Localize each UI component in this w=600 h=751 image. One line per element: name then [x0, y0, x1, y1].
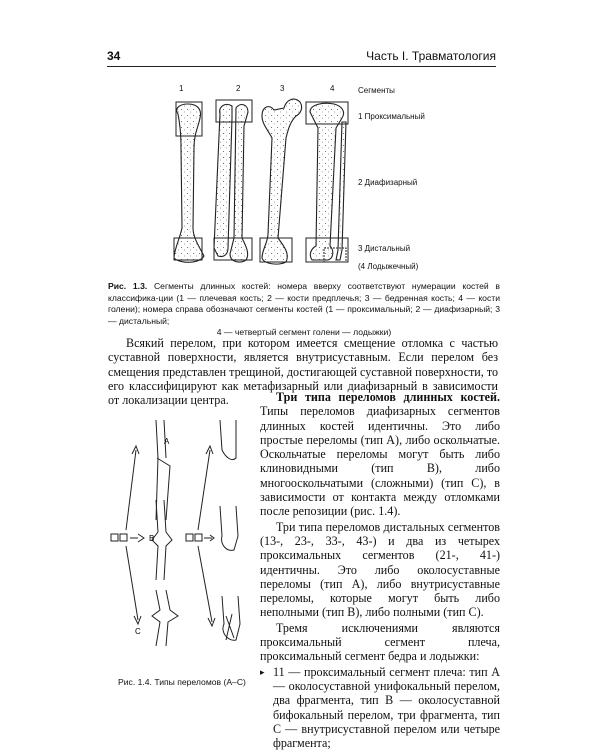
segment-label-diaphyseal: 2 Диафизарный	[358, 178, 418, 187]
humerus-drawing	[174, 104, 204, 262]
intro-paragraph: Всякий перелом, при котором имеется смещение отломка с частью суставной поверхности, является внутрисуставным. Если перелом без смещения представлен трещиной, достигающей суставной поверхности, то его классифицируют как метафизарный или диафизарный в зависимости от локализации центра.	[108, 336, 498, 408]
femur-drawing	[262, 99, 302, 264]
run-in-heading: Три типа переломов длинных костей.	[276, 390, 500, 404]
fracture-types-drawing	[108, 410, 253, 650]
bone-number-4: 4	[330, 84, 335, 93]
caption-figure-number: Рис. 1.3.	[108, 281, 148, 291]
fracture-type-label-b: B	[149, 534, 155, 543]
paragraph-three-types-text: Типы переломов диафизарных сегментов длинных костей идентичны. Это либо простые переломы (тип А), либо оскольчатые. Оскольчатые переломы могут быть либо клиновидными (тип В), либо многооскольчатыми (сложными) (тип С), в зависимости от контакта между отломками после репозиции (рис. 1.4).	[260, 404, 500, 519]
paragraph-distal-segments: Три типа переломов дистальных сегментов (13-, 23-, 33-, 43-) и два из четырех проксимальных сегментов (21-, 41-) идентичны. Это либо околосуставные переломы (тип А), либо внутрисуставные переломы, которые могут быть либо неполными (тип В), либо полными (тип С).	[260, 519, 500, 620]
figure-bone-segments	[150, 78, 500, 278]
bullet-icon: ▸	[260, 666, 265, 677]
page-number: 34	[107, 49, 121, 63]
paragraph-three-types	[260, 390, 500, 519]
bone-number-2: 2	[236, 84, 241, 93]
caption-text: Сегменты длинных костей: номера вверху соответствуют нумерации костей в классифика-ции (1 — плечевая кость; 2 — кости предплечья; 3 — бедренная кость; 4 — кости голени); номера справа обозначают сегменты костей (1 — проксимальный; 2 — диафизарный; 3 — дистальный;	[108, 281, 500, 326]
bone-drawings	[150, 78, 500, 278]
fracture-type-label-c: C	[135, 627, 141, 636]
segments-heading: Сегменты	[358, 86, 395, 95]
fracture-type-label-a: A	[164, 437, 170, 446]
bone-number-1: 1	[179, 84, 184, 93]
list-item	[260, 665, 500, 751]
tibia-fibula-drawing	[310, 103, 346, 260]
running-header-title: Часть I. Травматология	[366, 49, 496, 63]
segment-label-distal: 3 Дистальный	[358, 244, 411, 253]
bone-number-3: 3	[280, 84, 285, 93]
right-column-text	[260, 390, 500, 751]
figure-1-4-caption: Рис. 1.4. Типы переломов (А–С)	[118, 677, 246, 687]
segment-label-proximal: 1 Проксимальный	[358, 112, 425, 121]
list-item-text: 11 — проксимальный сегмент плеча: тип А — околосуставной унифокальный перелом, два фрагмента, тип В — околосуставной бифокальный перелом, три фрагмента, тип С — внутрисуставной перелом или четыре фрагмента;	[273, 664, 500, 751]
figure-fracture-types	[108, 410, 253, 650]
segment-label-malleolar: (4 Лодыжечный)	[358, 262, 419, 271]
header-rule	[107, 66, 496, 67]
caption-text-end: 4 — четвертый сегмент голени — лодыжки)	[216, 327, 392, 337]
paragraph-exceptions: Тремя исключениями являются проксимальный сегмент плеча, проксимальный сегмент бедра и лодыжки:	[260, 620, 500, 664]
figure-1-3-caption	[108, 281, 500, 339]
